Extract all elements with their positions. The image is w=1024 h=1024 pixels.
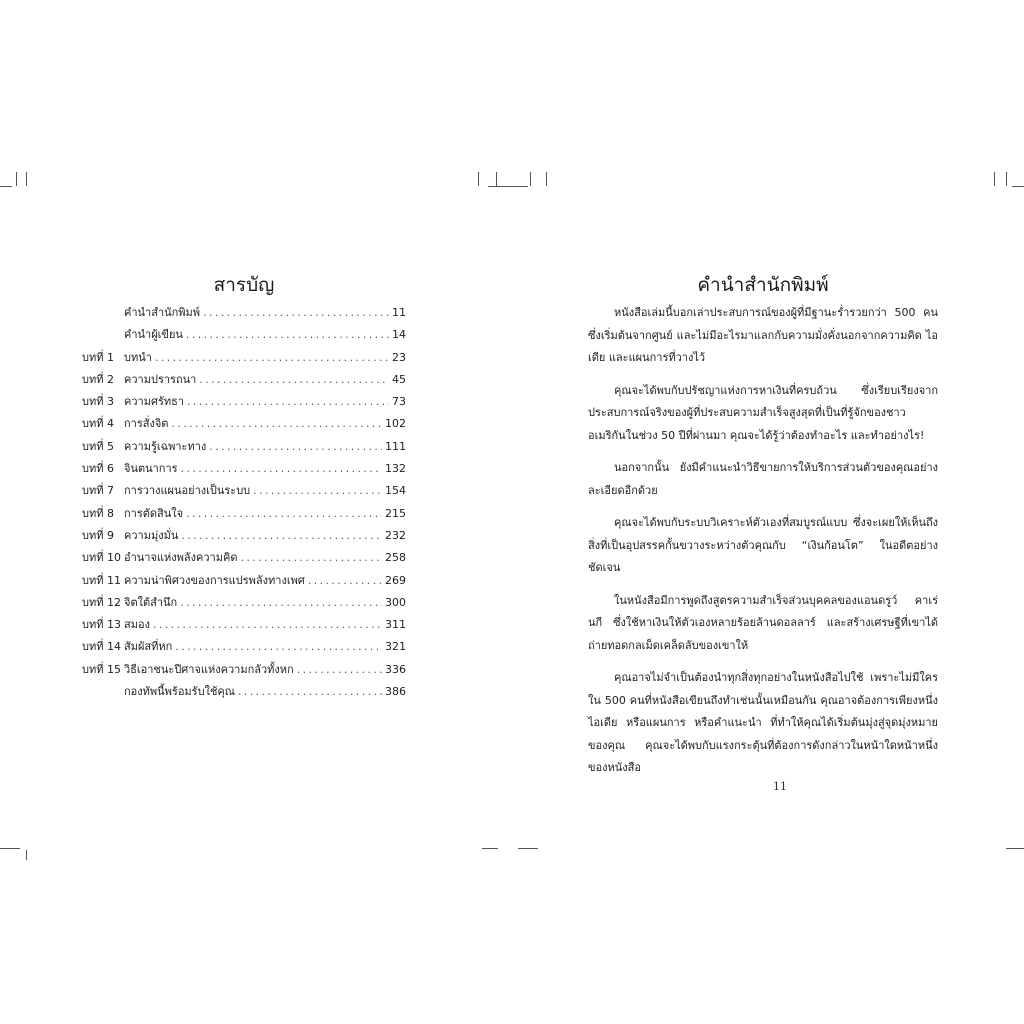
- toc-chapter-title: ความน่าพิศวงของการแปรพลังทางเพศ: [124, 573, 305, 587]
- toc-chapter-number: บทที่ 15: [82, 662, 121, 676]
- toc-leader-dots: [297, 659, 382, 681]
- toc-page-number: 215: [385, 506, 406, 520]
- crop-mark: [26, 850, 27, 860]
- toc-leader-dots: [180, 592, 382, 614]
- toc-leader-dots: [153, 614, 382, 636]
- toc-chapter-title: สัมผัสที่หก: [124, 640, 173, 654]
- toc-leader-dots: [308, 570, 382, 592]
- crop-mark: [478, 172, 479, 186]
- toc-entry: [82, 636, 406, 658]
- toc-chapter-title: จิตใต้สำนึก: [124, 595, 178, 609]
- foreword-body: [588, 302, 938, 780]
- toc-chapter-title: การตัดสินใจ: [124, 506, 184, 520]
- crop-mark: [546, 172, 547, 186]
- toc-chapter-title: กองทัพนี้พร้อมรับใช้คุณ: [124, 685, 235, 699]
- toc-leader-dots: [187, 391, 389, 413]
- crop-mark: [1006, 848, 1024, 849]
- crop-mark: [488, 186, 528, 187]
- table-of-contents-page: [82, 268, 406, 703]
- toc-entry: [82, 458, 406, 480]
- toc-leader-dots: [181, 458, 382, 480]
- toc-chapter-title: การสั่งจิต: [124, 417, 169, 431]
- toc-chapter-title: ความมุ่งมั่น: [124, 528, 179, 542]
- page-number: 11: [773, 780, 787, 793]
- toc-entry: [82, 347, 406, 369]
- toc-leader-dots: [186, 324, 389, 346]
- toc-chapter-number: บทที่ 10: [82, 551, 121, 565]
- toc-page-number: 154: [385, 484, 406, 498]
- toc-chapter-title: สมอง: [124, 618, 150, 632]
- toc-leader-dots: [199, 369, 389, 391]
- toc-entry: [82, 525, 406, 547]
- toc-page-number: 73: [392, 395, 406, 409]
- toc-chapter-number: บทที่ 7: [82, 484, 114, 498]
- toc-page-number: 232: [385, 528, 406, 542]
- foreword-page: [588, 268, 938, 790]
- toc-page-number: 132: [385, 462, 406, 476]
- toc-chapter-title: จินตนาการ: [124, 462, 178, 476]
- toc-entry: [82, 614, 406, 636]
- toc-chapter-number: บทที่ 11: [82, 573, 121, 587]
- toc-page-number: 321: [385, 640, 406, 654]
- crop-mark: [518, 848, 538, 849]
- foreword-paragraph: หนังสือเล่มนี้บอกเล่าประสบการณ์ของผู้ที่มีฐานะร่ำรวยกว่า 500 คน ซึ่งเริ่มต้นจากศูนย์ และไม่มีอะไรมาแลกกับความมั่งคั่งนอกจากความคิด ไอเดีย และแผนการที่วางไว้: [588, 306, 938, 364]
- toc-chapter-title: อำนาจแห่งพลังความคิด: [124, 551, 238, 565]
- crop-mark: [26, 172, 27, 186]
- foreword-paragraph: คุณอาจไม่จำเป็นต้องนำทุกสิ่งทุกอย่างในหนังสือไปใช้ เพราะไม่มีใครใน 500 คนที่หนังสือเขียนถึงทำเช่นนั้นเหมือนกัน คุณอาจต้องการเพียงหนึ่งไอเดีย หรือแผนการ หรือคำแนะนำ ที่ทำให้คุณได้เริ่มต้นมุ่งสู่จุดมุ่งหมายของคุณ คุณจะได้พบกับแรงกระตุ้นที่ต้องการดังกล่าวในหน้าใดหน้าหนึ่งของหนังสือ: [588, 671, 938, 774]
- toc-chapter-number: บทที่ 6: [82, 462, 114, 476]
- foreword-paragraph: คุณจะได้พบกับระบบวิเคราะห์ตัวเองที่สมบูรณ์แบบ ซึ่งจะเผยให้เห็นถึงสิ่งที่เป็นอุปสรรคกั้นขวางระหว่างตัวคุณกับ “เงินก้อนโต” ในอดีตอย่างชัดเจน: [588, 516, 938, 574]
- toc-chapter-number: บทที่ 14: [82, 640, 121, 654]
- toc-page-number: 111: [385, 439, 406, 453]
- crop-mark: [0, 848, 20, 849]
- toc-leader-dots: [155, 347, 389, 369]
- toc-chapter-number: บทที่ 9: [82, 528, 114, 542]
- toc-chapter-title: คำนำสำนักพิมพ์: [124, 306, 201, 319]
- toc-entry: [82, 436, 406, 458]
- toc-leader-dots: [186, 503, 382, 525]
- toc-page-number: 386: [385, 685, 406, 699]
- toc-leader-dots: [238, 681, 382, 703]
- toc-leader-dots: [175, 636, 382, 658]
- toc-entry: [82, 302, 406, 324]
- toc-leader-dots: [181, 525, 382, 547]
- toc-page-number: 336: [385, 662, 406, 676]
- toc-chapter-number: บทที่ 12: [82, 595, 121, 609]
- crop-mark: [530, 172, 531, 186]
- toc-chapter-title: ความศรัทธา: [124, 395, 184, 409]
- toc-chapter-number: บทที่ 3: [82, 395, 114, 409]
- crop-mark: [1006, 172, 1007, 186]
- toc-leader-dots: [171, 413, 382, 435]
- toc-entry: [82, 503, 406, 525]
- toc-entry: [82, 369, 406, 391]
- toc-entry: [82, 391, 406, 413]
- toc-entry: [82, 413, 406, 435]
- toc-entry: [82, 324, 406, 346]
- toc-page-number: 14: [392, 328, 406, 342]
- toc-chapter-number: บทที่ 1: [82, 350, 114, 364]
- toc-list: [82, 302, 406, 703]
- toc-entry: [82, 592, 406, 614]
- toc-chapter-title: คำนำผู้เขียน: [124, 328, 183, 342]
- toc-entry: [82, 547, 406, 569]
- toc-leader-dots: [240, 547, 382, 569]
- toc-page-number: 45: [392, 372, 406, 386]
- toc-page-number: 269: [385, 573, 406, 587]
- toc-page-number: 23: [392, 350, 406, 364]
- crop-mark: [0, 186, 12, 187]
- toc-entry: [82, 659, 406, 681]
- toc-entry: [82, 681, 406, 703]
- foreword-paragraph: ในหนังสือมีการพูดถึงสูตรความสำเร็จส่วนบุคคลของแอนดรูว์ คาเร่นกี ซึ่งใช้หาเงินให้ตัวเองหลายร้อยล้านดอลลาร์ และสร้างเศรษฐีที่เขาได้ถ่ายทอดกลเม็ดเคล็ดลับของเขาให้: [588, 593, 938, 652]
- toc-entry: [82, 480, 406, 502]
- toc-leader-dots: [203, 302, 389, 324]
- toc-chapter-title: ความปรารถนา: [124, 372, 197, 386]
- toc-chapter-title: ความรู้เฉพาะทาง: [124, 439, 207, 453]
- toc-page-number: 300: [385, 595, 406, 609]
- toc-heading: สารบัญ: [213, 274, 275, 296]
- toc-chapter-number: บทที่ 8: [82, 506, 114, 520]
- toc-chapter-title: วิธีเอาชนะปีศาจแห่งความกลัวทั้งหก: [124, 662, 294, 676]
- foreword-paragraph: คุณจะได้พบกับปรัชญาแห่งการหาเงินที่ครบถ้วน ซึ่งเรียบเรียงจากประสบการณ์จริงของผู้ที่ประสบความสำเร็จสูงสุดที่เป็นที่รู้จักของชาวอเมริกันในช่วง 50 ปีที่ผ่านมา คุณจะได้รู้ว่าต้องทำอะไร และทำอย่างไร!: [588, 383, 938, 442]
- toc-chapter-title: การวางแผนอย่างเป็นระบบ: [124, 484, 251, 498]
- toc-leader-dots: [209, 436, 382, 458]
- toc-page-number: 311: [385, 618, 406, 632]
- foreword-heading: คำนำสำนักพิมพ์: [697, 274, 829, 296]
- toc-page-number: 258: [385, 551, 406, 565]
- toc-chapter-number: บทที่ 5: [82, 439, 114, 453]
- toc-chapter-number: บทที่ 13: [82, 618, 121, 632]
- foreword-paragraph: นอกจากนั้น ยังมีคำแนะนำวิธีขายการให้บริการส่วนตัวของคุณอย่างละเอียดอีกด้วย: [588, 461, 938, 497]
- toc-entry: [82, 570, 406, 592]
- toc-chapter-number: บทที่ 2: [82, 372, 114, 386]
- toc-chapter-number: บทที่ 4: [82, 417, 114, 431]
- toc-chapter-title: บทนำ: [124, 350, 152, 364]
- toc-page-number: 11: [392, 306, 406, 319]
- toc-leader-dots: [253, 480, 382, 502]
- crop-mark: [994, 172, 995, 186]
- crop-mark: [1012, 186, 1024, 187]
- crop-mark: [496, 172, 497, 186]
- toc-page-number: 102: [385, 417, 406, 431]
- crop-mark: [482, 848, 498, 849]
- crop-mark: [16, 172, 17, 186]
